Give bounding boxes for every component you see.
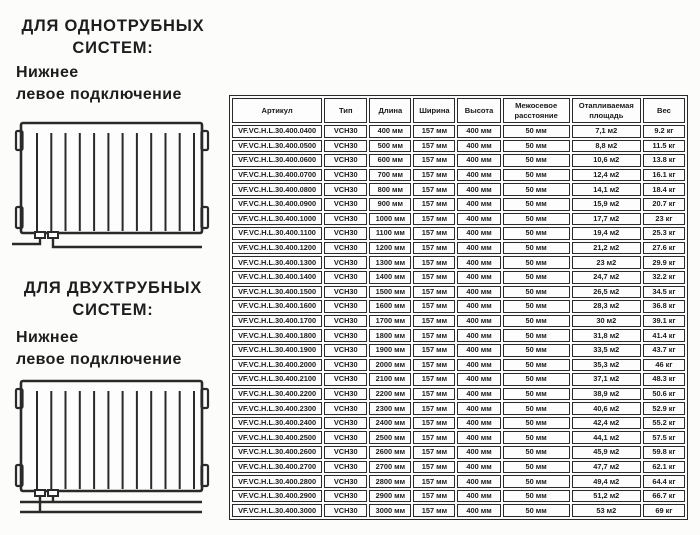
radiator-two-pipe-diagram-icon [12, 378, 212, 518]
table-cell: VF.VC.H.L.30.400.1600 [232, 300, 322, 313]
table-cell: 50 мм [503, 213, 570, 226]
table-cell: 400 мм [457, 388, 500, 401]
table-cell: VCH30 [324, 140, 367, 153]
table-cell: 400 мм [457, 154, 500, 167]
table-cell: 50 мм [503, 431, 570, 444]
table-cell: VF.VC.H.L.30.400.1000 [232, 213, 322, 226]
column-header: Вес [643, 98, 685, 123]
table-cell: 50 мм [503, 242, 570, 255]
table-cell: 50 мм [503, 271, 570, 284]
table-cell: 157 мм [413, 271, 455, 284]
table-row [232, 213, 685, 226]
radiator-body [21, 123, 202, 233]
table-cell: 50 мм [503, 461, 570, 474]
table-cell: 1400 мм [369, 271, 411, 284]
table-row [232, 242, 685, 255]
table-cell: VF.VC.H.L.30.400.1400 [232, 271, 322, 284]
table-cell: 800 мм [369, 183, 411, 196]
table-cell: 157 мм [413, 125, 455, 138]
table-cell: VF.VC.H.L.30.400.1800 [232, 329, 322, 342]
table-cell: 28,3 м2 [572, 300, 641, 313]
table-cell: 2800 мм [369, 475, 411, 488]
table-cell: 157 мм [413, 490, 455, 503]
table-cell: 7,1 м2 [572, 125, 641, 138]
table-cell: 2300 мм [369, 402, 411, 415]
table-cell: 50 мм [503, 402, 570, 415]
table-cell: 400 мм [457, 271, 500, 284]
table-cell: 45,9 м2 [572, 446, 641, 459]
table-row [232, 140, 685, 153]
table-cell: 157 мм [413, 446, 455, 459]
table-cell: 2600 мм [369, 446, 411, 459]
table-cell: 400 мм [457, 315, 500, 328]
table-cell: 157 мм [413, 154, 455, 167]
table-cell: 1800 мм [369, 329, 411, 342]
table-cell: 157 мм [413, 344, 455, 357]
table-cell: 400 мм [457, 475, 500, 488]
table-cell: 400 мм [457, 140, 500, 153]
table-cell: 1100 мм [369, 227, 411, 240]
table-cell: 157 мм [413, 359, 455, 372]
table-cell: 69 кг [643, 504, 685, 517]
table-cell: 400 мм [457, 227, 500, 240]
table-cell: 17,7 м2 [572, 213, 641, 226]
table-cell: 400 мм [457, 431, 500, 444]
table-cell: 157 мм [413, 286, 455, 299]
table-cell: VCH30 [324, 388, 367, 401]
table-cell: 157 мм [413, 300, 455, 313]
table-cell: 400 мм [369, 125, 411, 138]
table-cell: 62.1 кг [643, 461, 685, 474]
table-cell: 50 мм [503, 286, 570, 299]
table-cell: 400 мм [457, 300, 500, 313]
table-cell: VCH30 [324, 271, 367, 284]
table-cell: VCH30 [324, 154, 367, 167]
table-cell: 2900 мм [369, 490, 411, 503]
table-cell: 50 мм [503, 344, 570, 357]
table-cell: VCH30 [324, 431, 367, 444]
table-cell: 400 мм [457, 286, 500, 299]
table-cell: VF.VC.H.L.30.400.1100 [232, 227, 322, 240]
table-cell: 50 мм [503, 446, 570, 459]
double-pipe-subtitle [16, 327, 182, 371]
table-cell: 400 мм [457, 461, 500, 474]
table-cell: 1000 мм [369, 213, 411, 226]
table-row [232, 315, 685, 328]
table-cell: VCH30 [324, 198, 367, 211]
table-cell: 400 мм [457, 198, 500, 211]
table-cell: 157 мм [413, 140, 455, 153]
table-cell: VCH30 [324, 227, 367, 240]
table-row [232, 359, 685, 372]
table-cell: 400 мм [457, 490, 500, 503]
double-pipe-title [6, 277, 220, 321]
table-cell: 41.4 кг [643, 329, 685, 342]
table-cell: 50 мм [503, 417, 570, 430]
table-row [232, 446, 685, 459]
table-cell: VF.VC.H.L.30.400.1700 [232, 315, 322, 328]
table-cell: VF.VC.H.L.30.400.2800 [232, 475, 322, 488]
table-cell: 23 кг [643, 213, 685, 226]
table-row [232, 271, 685, 284]
table-cell: 36.8 кг [643, 300, 685, 313]
table-cell: 12,4 м2 [572, 169, 641, 182]
single-pipe-title-line2: СИСТЕМ: [72, 39, 154, 57]
table-row [232, 183, 685, 196]
table-cell: 400 мм [457, 213, 500, 226]
table-cell: 55.2 кг [643, 417, 685, 430]
table-cell: 50 мм [503, 475, 570, 488]
table-cell: 157 мм [413, 227, 455, 240]
table-cell: VCH30 [324, 402, 367, 415]
table-cell: VCH30 [324, 125, 367, 138]
table-row [232, 402, 685, 415]
table-cell: 48.3 кг [643, 373, 685, 386]
table-cell: 16.1 кг [643, 169, 685, 182]
table-cell: 157 мм [413, 242, 455, 255]
table-row [232, 169, 685, 182]
table-cell: VF.VC.H.L.30.400.2600 [232, 446, 322, 459]
table-cell: VF.VC.H.L.30.400.1300 [232, 256, 322, 269]
table-cell: 50 мм [503, 359, 570, 372]
table-cell: 33,5 м2 [572, 344, 641, 357]
table-row [232, 256, 685, 269]
table-cell: 400 мм [457, 329, 500, 342]
table-cell: 50 мм [503, 373, 570, 386]
table-cell: 157 мм [413, 373, 455, 386]
table-row [232, 125, 685, 138]
table-cell: VF.VC.H.L.30.400.0700 [232, 169, 322, 182]
column-header: Высота [457, 98, 500, 123]
table-row [232, 388, 685, 401]
two-pipe-lines-icon [20, 496, 202, 512]
table-cell: 3000 мм [369, 504, 411, 517]
column-header: Тип [324, 98, 367, 123]
table-cell: 53 м2 [572, 504, 641, 517]
table-cell: 157 мм [413, 315, 455, 328]
table-cell: 2700 мм [369, 461, 411, 474]
column-header: Межосевое расстояние [503, 98, 570, 123]
table-cell: 157 мм [413, 461, 455, 474]
table-cell: 400 мм [457, 402, 500, 415]
radiator-single-pipe-diagram-icon [12, 120, 212, 250]
table-cell: 1900 мм [369, 344, 411, 357]
table-cell: 400 мм [457, 359, 500, 372]
table-row [232, 461, 685, 474]
table-cell: 500 мм [369, 140, 411, 153]
table-cell: 50 мм [503, 140, 570, 153]
table-cell: 50 мм [503, 154, 570, 167]
table-cell: 1200 мм [369, 242, 411, 255]
table-cell: 400 мм [457, 183, 500, 196]
table-cell: 400 мм [457, 446, 500, 459]
table-cell: 157 мм [413, 504, 455, 517]
table-cell: 15,9 м2 [572, 198, 641, 211]
table-cell: 50 мм [503, 300, 570, 313]
table-cell: 1300 мм [369, 256, 411, 269]
table-cell: VCH30 [324, 256, 367, 269]
table-cell: 400 мм [457, 125, 500, 138]
table-cell: 43.7 кг [643, 344, 685, 357]
table-row [232, 344, 685, 357]
table-cell: 400 мм [457, 242, 500, 255]
table-cell: 157 мм [413, 169, 455, 182]
table-cell: 29.9 кг [643, 256, 685, 269]
table-cell: VF.VC.H.L.30.400.0400 [232, 125, 322, 138]
table-cell: VF.VC.H.L.30.400.0600 [232, 154, 322, 167]
table-cell: VF.VC.H.L.30.400.0500 [232, 140, 322, 153]
single-pipe-line-icon [12, 238, 202, 247]
table-cell: VF.VC.H.L.30.400.2700 [232, 461, 322, 474]
table-cell: VF.VC.H.L.30.400.2200 [232, 388, 322, 401]
table-row [232, 154, 685, 167]
table-cell: 157 мм [413, 388, 455, 401]
table-cell: VCH30 [324, 461, 367, 474]
table-cell: 50 мм [503, 329, 570, 342]
table-cell: VF.VC.H.L.30.400.2400 [232, 417, 322, 430]
table-cell: 26,5 м2 [572, 286, 641, 299]
table-row [232, 300, 685, 313]
table-cell: 37,1 м2 [572, 373, 641, 386]
table-cell: 50 мм [503, 388, 570, 401]
table-cell: 600 мм [369, 154, 411, 167]
table-cell: 8,8 м2 [572, 140, 641, 153]
table-cell: 50 мм [503, 504, 570, 517]
table-cell: 49,4 м2 [572, 475, 641, 488]
table-row [232, 286, 685, 299]
header-row [232, 98, 685, 123]
table-cell: VF.VC.H.L.30.400.2300 [232, 402, 322, 415]
table-cell: 900 мм [369, 198, 411, 211]
table-cell: 157 мм [413, 475, 455, 488]
table-cell: 25.3 кг [643, 227, 685, 240]
column-header: Длина [369, 98, 411, 123]
table-cell: 47,7 м2 [572, 461, 641, 474]
double-pipe-subtitle-line1: Нижнее [16, 329, 79, 346]
table-cell: VCH30 [324, 417, 367, 430]
table-cell: VF.VC.H.L.30.400.0800 [232, 183, 322, 196]
double-pipe-title-line2: СИСТЕМ: [72, 301, 154, 319]
table-cell: 50 мм [503, 315, 570, 328]
table-cell: 400 мм [457, 169, 500, 182]
table-cell: 66.7 кг [643, 490, 685, 503]
table-cell: VF.VC.H.L.30.400.0900 [232, 198, 322, 211]
table-cell: 157 мм [413, 329, 455, 342]
column-header: Артикул [232, 98, 322, 123]
table-cell: 21,2 м2 [572, 242, 641, 255]
table-cell: VCH30 [324, 300, 367, 313]
table-cell: 2500 мм [369, 431, 411, 444]
table-cell: 51,2 м2 [572, 490, 641, 503]
table-cell: 2400 мм [369, 417, 411, 430]
table-cell: 59.8 кг [643, 446, 685, 459]
table-cell: VCH30 [324, 169, 367, 182]
table-cell: 400 мм [457, 344, 500, 357]
table-cell: 46 кг [643, 359, 685, 372]
double-pipe-subtitle-line2: левое подключение [16, 351, 182, 368]
table-cell: 50 мм [503, 490, 570, 503]
table-cell: 11.5 кг [643, 140, 685, 153]
table-cell: 700 мм [369, 169, 411, 182]
table-cell: VCH30 [324, 213, 367, 226]
table-cell: 157 мм [413, 256, 455, 269]
table-cell: VCH30 [324, 490, 367, 503]
table-cell: VCH30 [324, 344, 367, 357]
table-cell: 64.4 кг [643, 475, 685, 488]
table-cell: VF.VC.H.L.30.400.2000 [232, 359, 322, 372]
table-cell: 32.2 кг [643, 271, 685, 284]
table-row [232, 417, 685, 430]
table-cell: VCH30 [324, 446, 367, 459]
table-cell: 157 мм [413, 198, 455, 211]
table-cell: 31,8 м2 [572, 329, 641, 342]
table-cell: 13.8 кг [643, 154, 685, 167]
single-pipe-title-line1: ДЛЯ ОДНОТРУБНЫХ [21, 17, 205, 35]
table-cell: 9.2 кг [643, 125, 685, 138]
table-cell: 10,6 м2 [572, 154, 641, 167]
table-cell: 400 мм [457, 373, 500, 386]
table-cell: 1600 мм [369, 300, 411, 313]
single-pipe-subtitle-line2: левое подключение [16, 86, 182, 103]
single-pipe-subtitle [16, 62, 182, 106]
table-cell: 44,1 м2 [572, 431, 641, 444]
table-cell: VF.VC.H.L.30.400.2500 [232, 431, 322, 444]
spec-table-wrap [229, 95, 688, 520]
table-cell: 20.7 кг [643, 198, 685, 211]
table-row [232, 431, 685, 444]
table-cell: 1700 мм [369, 315, 411, 328]
table-cell: VF.VC.H.L.30.400.2900 [232, 490, 322, 503]
table-cell: VF.VC.H.L.30.400.1500 [232, 286, 322, 299]
table-cell: 52.9 кг [643, 402, 685, 415]
table-row [232, 329, 685, 342]
table-cell: VCH30 [324, 183, 367, 196]
table-cell: VCH30 [324, 329, 367, 342]
radiator-body [21, 381, 202, 491]
table-cell: VCH30 [324, 475, 367, 488]
table-cell: 35,3 м2 [572, 359, 641, 372]
table-cell: 50.6 кг [643, 388, 685, 401]
table-cell: 2000 мм [369, 359, 411, 372]
table-row [232, 490, 685, 503]
single-pipe-title [6, 15, 220, 59]
table-cell: 157 мм [413, 431, 455, 444]
column-header: Ширина [413, 98, 455, 123]
table-cell: 18.4 кг [643, 183, 685, 196]
table-cell: 50 мм [503, 125, 570, 138]
table-cell: 400 мм [457, 256, 500, 269]
table-row [232, 227, 685, 240]
double-pipe-title-line1: ДЛЯ ДВУХТРУБНЫХ [23, 279, 203, 297]
table-row [232, 475, 685, 488]
table-cell: VF.VC.H.L.30.400.3000 [232, 504, 322, 517]
table-cell: 2100 мм [369, 373, 411, 386]
table-cell: VCH30 [324, 286, 367, 299]
table-cell: 157 мм [413, 183, 455, 196]
table-cell: 40,6 м2 [572, 402, 641, 415]
table-cell: 50 мм [503, 183, 570, 196]
table-cell: 50 мм [503, 198, 570, 211]
table-cell: VCH30 [324, 504, 367, 517]
table-cell: 23 м2 [572, 256, 641, 269]
table-cell: 157 мм [413, 417, 455, 430]
table-cell: 2200 мм [369, 388, 411, 401]
column-header: Отапливаемая площадь [572, 98, 641, 123]
table-cell: VCH30 [324, 373, 367, 386]
table-cell: 19,4 м2 [572, 227, 641, 240]
table-cell: 157 мм [413, 213, 455, 226]
table-cell: 39.1 кг [643, 315, 685, 328]
table-cell: 27.6 кг [643, 242, 685, 255]
table-cell: 34.5 кг [643, 286, 685, 299]
table-cell: VCH30 [324, 315, 367, 328]
table-cell: 1500 мм [369, 286, 411, 299]
table-cell: 400 мм [457, 504, 500, 517]
table-row [232, 198, 685, 211]
table-cell: VF.VC.H.L.30.400.1200 [232, 242, 322, 255]
table-cell: 30 м2 [572, 315, 641, 328]
table-row [232, 504, 685, 517]
table-cell: 38,9 м2 [572, 388, 641, 401]
table-cell: VF.VC.H.L.30.400.1900 [232, 344, 322, 357]
spec-table [229, 95, 688, 520]
table-cell: 50 мм [503, 227, 570, 240]
table-cell: VF.VC.H.L.30.400.2100 [232, 373, 322, 386]
table-cell: VCH30 [324, 242, 367, 255]
table-cell: 57.5 кг [643, 431, 685, 444]
single-pipe-subtitle-line1: Нижнее [16, 64, 79, 81]
table-cell: 50 мм [503, 256, 570, 269]
table-cell: 157 мм [413, 402, 455, 415]
table-row [232, 373, 685, 386]
table-cell: 400 мм [457, 417, 500, 430]
table-cell: 14,1 м2 [572, 183, 641, 196]
table-cell: 42,4 м2 [572, 417, 641, 430]
table-cell: 24,7 м2 [572, 271, 641, 284]
table-cell: 50 мм [503, 169, 570, 182]
table-cell: VCH30 [324, 359, 367, 372]
